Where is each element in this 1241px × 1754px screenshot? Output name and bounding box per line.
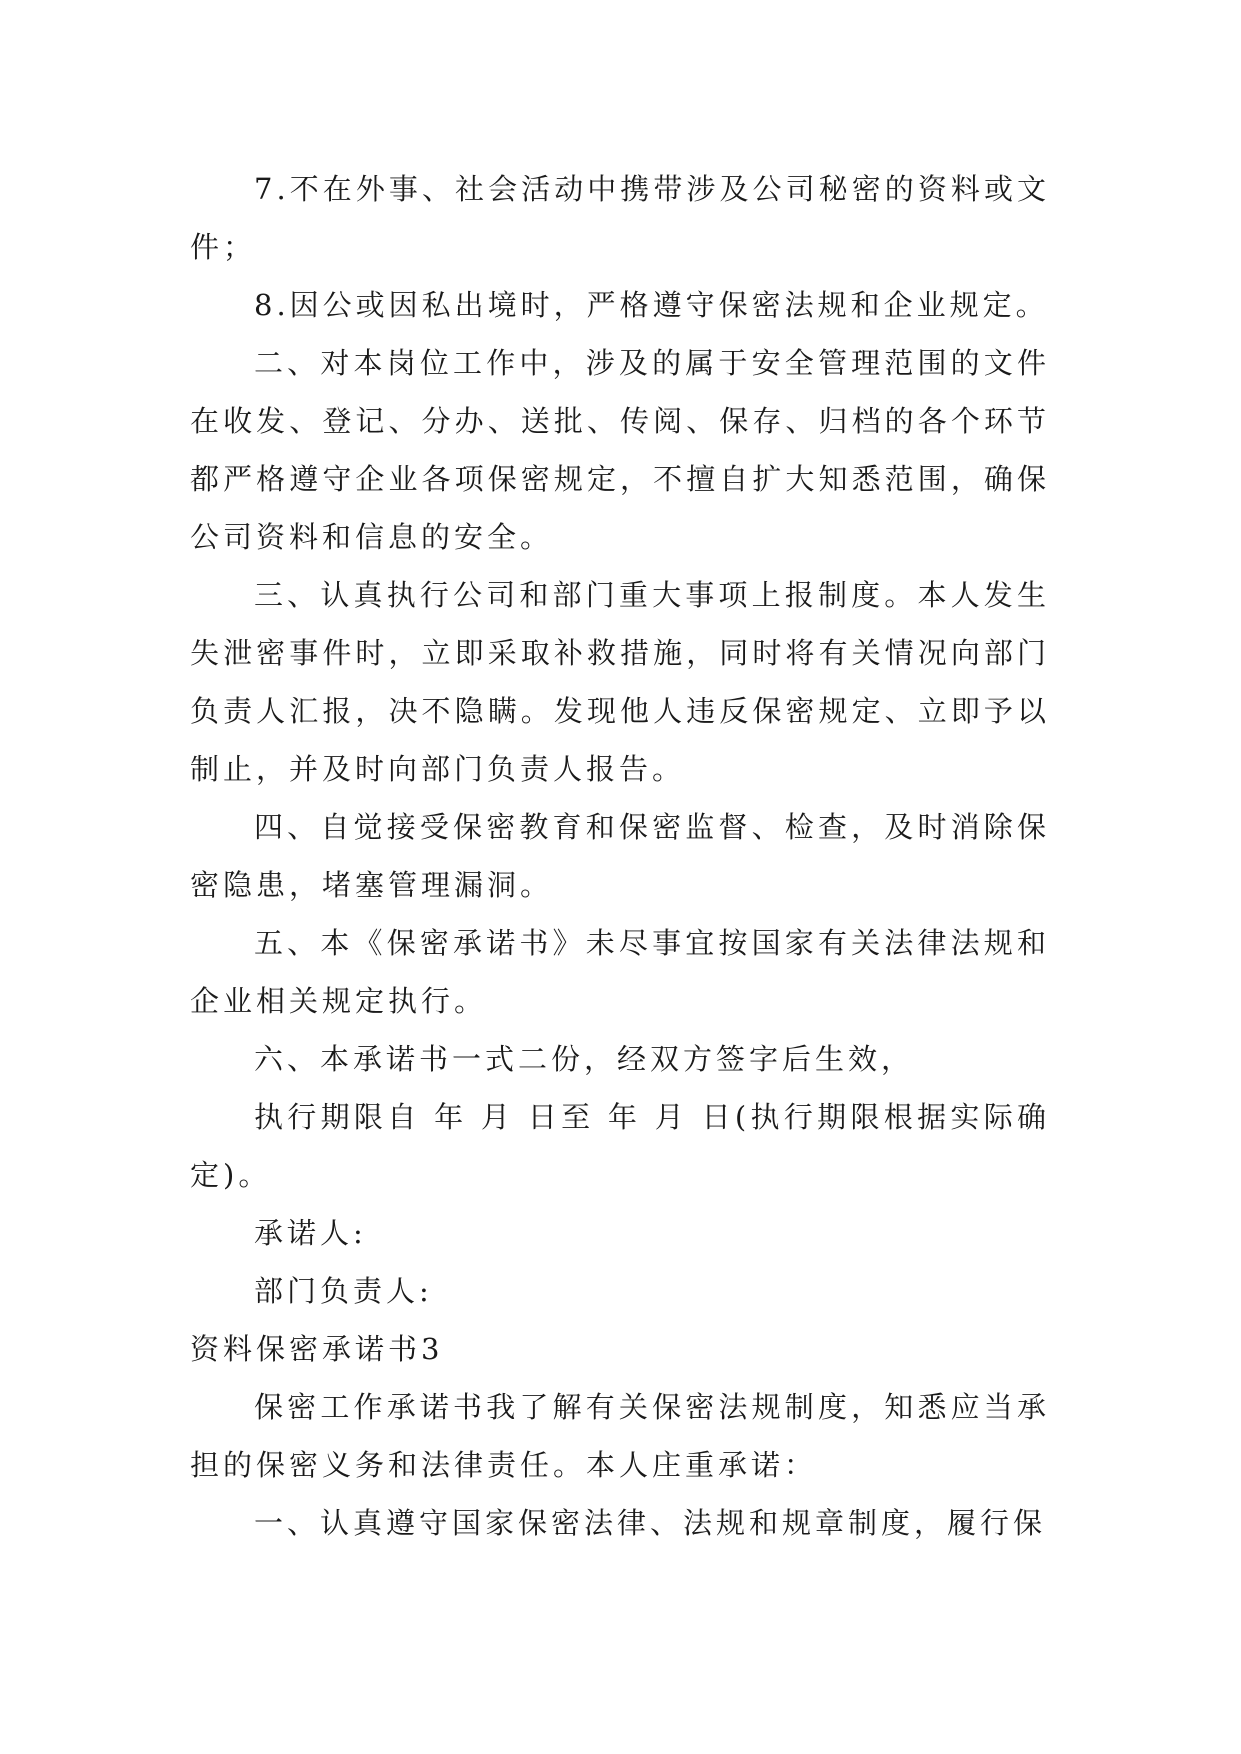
paragraph-item-8: 8.因公或因私出境时，严格遵守保密法规和企业规定。 — [254, 288, 1049, 322]
paragraph-section-4: 四、自觉接受保密教育和保密监督、检查，及时消除保密隐患，堵塞管理漏洞。 — [190, 810, 1050, 902]
paragraph-term: 执行期限自 年 月 日至 年 月 日(执行期限根据实际确定)。 — [190, 1100, 1050, 1192]
signature-promisor: 承诺人: — [254, 1216, 367, 1250]
paragraph-item-7: 7.不在外事、社会活动中携带涉及公司秘密的资料或文件； — [190, 172, 1050, 264]
paragraph-section-5: 五、本《保密承诺书》未尽事宜按国家有关法律法规和企业相关规定执行。 — [190, 926, 1050, 1018]
section-title: 资料保密承诺书3 — [190, 1332, 444, 1366]
document-body — [190, 160, 1050, 1552]
signature-department-head: 部门负责人: — [254, 1274, 433, 1308]
paragraph-section-3: 三、认真执行公司和部门重大事项上报制度。本人发生失泄密事件时，立即采取补救措施，同时将有关情况向部门负责人汇报，决不隐瞒。发现他人违反保密规定、立即予以制止，并及时向部门负责人报告。 — [190, 578, 1050, 786]
paragraph-section-6: 六、本承诺书一式二份，经双方签字后生效， — [254, 1042, 915, 1076]
paragraph-intro: 保密工作承诺书我了解有关保密法规制度，知悉应当承担的保密义务和法律责任。本人庄重承诺： — [190, 1390, 1050, 1482]
paragraph-clause-1: 一、认真遵守国家保密法律、法规和规章制度，履行保 — [254, 1506, 1047, 1540]
paragraph-section-2: 二、对本岗位工作中，涉及的属于安全管理范围的文件在收发、登记、分办、送批、传阅、保存、归档的各个环节都严格遵守企业各项保密规定，不擅自扩大知悉范围，确保公司资料和信息的安全。 — [190, 346, 1050, 554]
